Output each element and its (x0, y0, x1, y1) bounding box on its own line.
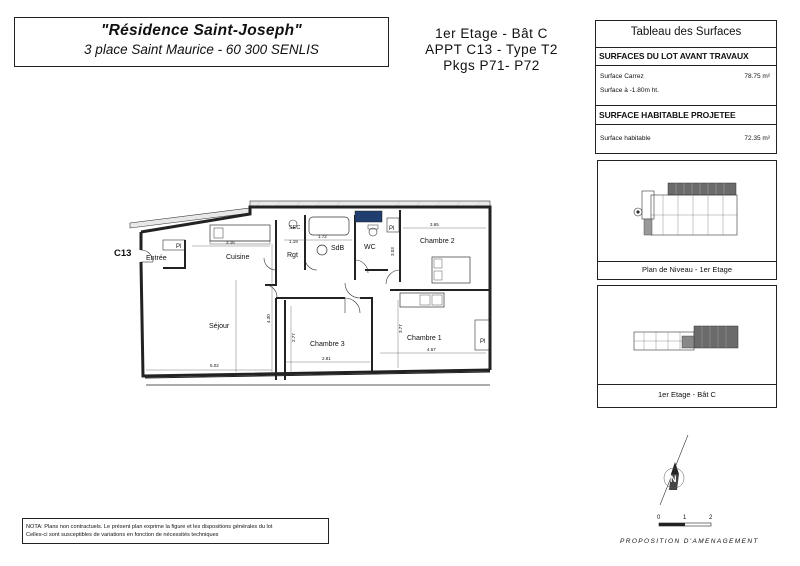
scale-tick-1: 1 (683, 515, 687, 521)
dimension-label: 3.03 (390, 247, 395, 256)
closet (475, 320, 489, 350)
projected-heading: SURFACE HABITABLE PROJETEE (599, 110, 736, 120)
disclaimer-note (22, 518, 329, 544)
dimension-label: 3.16 (226, 240, 235, 245)
room-label-placard: Pl (176, 244, 182, 250)
room-label-sejour: Séjour (209, 323, 230, 330)
parking-lots: Pkgs P71- P72 (443, 58, 540, 73)
apartment-type: APPT C13 - Type T2 (425, 42, 558, 57)
building-map-caption: 1er Etage - Bât C (658, 390, 716, 399)
floor-building: 1er Etage - Bât C (435, 26, 548, 41)
north-compass-icon (660, 435, 688, 505)
proposition-label: PROPOSITION D'AMENAGEMENT (620, 538, 759, 545)
surfaces-table-title: Tableau des Surfaces (630, 26, 742, 38)
note-line-2: Celles-ci sont susceptibles de variations en fonction de nécessités techniques (26, 532, 219, 538)
dimension-label: 4.30 (266, 314, 271, 323)
dimension-label: 3.77 (398, 324, 403, 333)
dimension-label: 1.19 (289, 239, 298, 244)
room-label-rgt: Rgt (287, 252, 298, 259)
door-swings (141, 250, 400, 313)
dimension-label: 3.65 (430, 222, 439, 227)
habitable-value: 72.35 m² (744, 135, 770, 142)
carrez-label: Surface Carrez (600, 73, 644, 80)
room-label-chambre1: Chambre 1 (407, 335, 442, 342)
note-line-1: NOTA: Plans non contractuels. Le présent plan exprime la figure et les dispositions générales du lot (26, 524, 273, 530)
dimension-lines (146, 228, 486, 374)
unit-tag: C13 (114, 248, 132, 259)
level-map-caption: Plan de Niveau - 1er Etage (641, 265, 733, 274)
dimension-label: 4.67 (427, 347, 436, 352)
closet (163, 240, 185, 250)
bed-icon (432, 257, 470, 283)
sink-icon (214, 228, 223, 238)
washbasin-icon (317, 245, 327, 255)
residence-address: 3 place Saint Maurice - 60 300 SENLIS (84, 42, 319, 57)
room-label-sdb: SdB (331, 245, 345, 252)
residence-name: "Résidence Saint-Joseph" (100, 22, 303, 39)
carrez-value: 78.75 m² (744, 73, 770, 80)
habitable-label: Surface habitable (600, 135, 651, 142)
room-label-cuisine: Cuisine (226, 254, 250, 261)
room-label-wc: WC (364, 244, 376, 251)
room-label-entree: Entrée (146, 255, 167, 262)
scale-tick-2: 2 (709, 515, 713, 521)
under-180-label: Surface à -1.80m ht. (600, 87, 659, 94)
dimension-label: 5.02 (210, 363, 219, 368)
north-label: N (670, 474, 677, 484)
kitchen-counter (210, 225, 270, 241)
scale-bar (659, 523, 711, 526)
window-icon (355, 211, 382, 222)
room-label-placard-wc: Pl (389, 226, 395, 232)
room-label-sec: SEC (289, 225, 301, 231)
dimension-label: 2.77 (291, 333, 296, 342)
room-label-chambre2: Chambre 2 (420, 238, 455, 245)
dimension-label: 2.81 (322, 356, 331, 361)
dimension-label: 1.72 (318, 234, 327, 239)
room-label-placard-chambre1: Pl (480, 339, 486, 345)
room-label-chambre3: Chambre 3 (310, 341, 345, 348)
scale-tick-0: 0 (657, 515, 661, 521)
bathtub-icon (309, 217, 349, 235)
before-works-heading: SURFACES DU LOT AVANT TRAVAUX (599, 51, 749, 61)
outer-walls (141, 207, 490, 376)
